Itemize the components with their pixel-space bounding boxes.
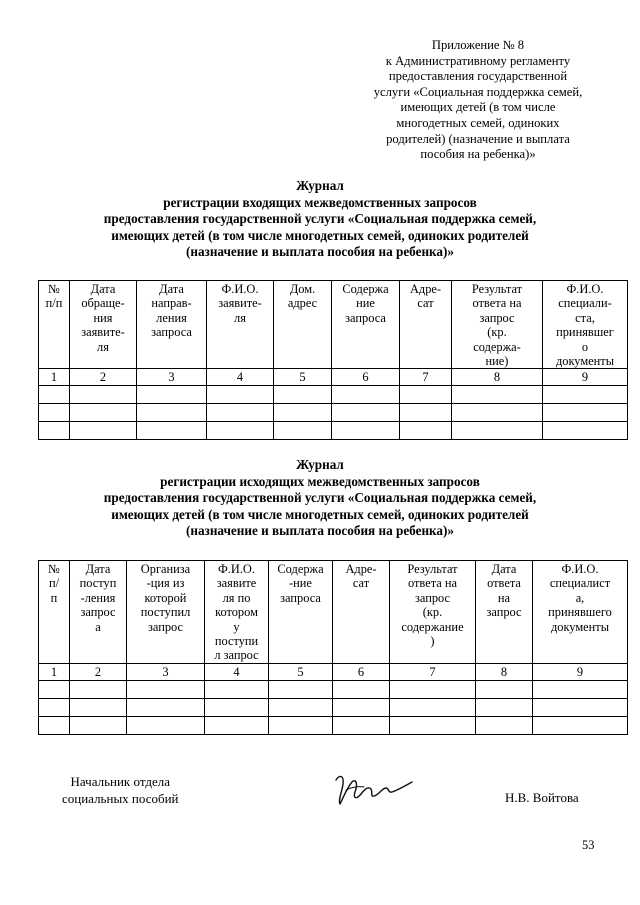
column-number: 2 — [70, 369, 137, 386]
annex-line: родителей) (назначение и выплата — [386, 131, 570, 146]
header-line: сат — [417, 296, 434, 311]
header-line: (кр. — [487, 325, 507, 340]
column-number: 5 — [274, 369, 332, 386]
header-line: Содержа — [277, 562, 324, 576]
header-line: Дом. — [289, 282, 316, 296]
header-row — [39, 281, 628, 369]
header-cell — [333, 561, 390, 664]
column-number: 7 — [400, 369, 452, 386]
header-line: поступил — [140, 605, 191, 620]
table-row — [39, 386, 628, 404]
column-number: 9 — [543, 369, 628, 386]
header-line: -ления — [80, 590, 116, 605]
header-line: -ция из — [146, 576, 185, 591]
title-line: (назначение и выплата пособия на ребенка)» — [185, 244, 455, 260]
header-line: поступ — [79, 576, 117, 591]
table-row — [39, 422, 628, 440]
header-line: специалист — [549, 576, 611, 591]
journal-incoming-title — [0, 178, 640, 261]
header-line: о — [581, 339, 589, 354]
header-line: п/п — [45, 296, 63, 311]
header-line: п/ — [48, 576, 60, 591]
header-cell — [332, 281, 400, 369]
header-line: ля — [234, 310, 246, 325]
header-line: обраще- — [81, 296, 125, 311]
signatory-position — [62, 773, 179, 807]
header-row — [39, 561, 628, 664]
header-line: Ф.И.О. — [561, 562, 599, 576]
annex-line: имеющих детей (в том числе — [400, 100, 556, 115]
header-cell — [137, 281, 207, 369]
header-line: ля по — [222, 590, 251, 605]
header-cell — [205, 561, 269, 664]
column-number: 5 — [269, 663, 333, 680]
header-line: запрос — [479, 310, 515, 325]
header-line: -ние — [289, 576, 312, 591]
header-cell — [39, 561, 70, 664]
annex-line: пособия на ребенка)» — [420, 147, 536, 162]
header-line: содержание — [401, 619, 464, 634]
page-number: 53 — [582, 838, 595, 852]
header-line: п — [50, 590, 58, 605]
header-line: заявите- — [81, 325, 125, 340]
column-number: 3 — [127, 663, 205, 680]
header-cell — [70, 561, 127, 664]
title-line: предоставления государственной услуги «Социальная поддержка семей, — [103, 490, 537, 506]
header-line: запрос — [147, 619, 184, 634]
header-cell — [390, 561, 476, 664]
title-line: Журнал — [296, 178, 344, 193]
column-number: 8 — [476, 663, 533, 680]
header-line: принявшего — [548, 605, 612, 620]
header-cell — [452, 281, 543, 369]
column-number: 3 — [137, 369, 207, 386]
title-line: регистрации входящих межведомственных запросов — [163, 194, 477, 210]
header-line: Адре- — [345, 562, 377, 576]
header-cell — [274, 281, 332, 369]
header-line: Содержа — [342, 282, 389, 296]
position-line: социальных пособий — [62, 791, 179, 806]
header-line: ля — [97, 339, 109, 354]
header-line: заявите- — [218, 296, 262, 311]
title-line: имеющих детей (в том числе многодетных семей, одиноких родителей — [111, 506, 529, 522]
header-line: ния — [93, 310, 113, 325]
header-line: Дата — [491, 562, 517, 576]
header-line: Адре- — [409, 282, 442, 296]
header-line: Ф.И.О. — [218, 562, 255, 576]
header-cell — [400, 281, 452, 369]
table-row — [39, 716, 628, 734]
header-cell — [476, 561, 533, 664]
header-line: документы — [555, 354, 615, 369]
header-line: поступи — [214, 634, 259, 649]
header-line: запроса — [151, 325, 192, 340]
header-line: Результат — [471, 282, 523, 296]
handwritten-signature — [330, 770, 416, 808]
header-cell — [269, 561, 333, 664]
header-line: Дата — [85, 562, 111, 576]
annex-line: многодетных семей, одиноких — [396, 115, 560, 130]
header-line: Результат — [407, 562, 458, 576]
column-number: 4 — [207, 369, 274, 386]
column-number: 6 — [333, 663, 390, 680]
header-line: запроса — [280, 590, 321, 605]
header-cell — [207, 281, 274, 369]
header-line: у — [233, 619, 240, 634]
column-number: 9 — [533, 663, 628, 680]
journal-incoming-table — [38, 280, 628, 440]
header-line: на — [497, 590, 511, 605]
header-line: которой — [144, 590, 187, 605]
header-line: ста, — [575, 310, 595, 325]
column-number-row — [39, 369, 628, 386]
column-number: 8 — [452, 369, 543, 386]
annex-line: предоставления государственной — [388, 69, 568, 84]
table-row — [39, 698, 628, 716]
header-line: специали- — [558, 296, 612, 311]
journal-outgoing-table — [38, 560, 628, 735]
annex-line: Приложение № 8 — [431, 38, 525, 52]
signatory-name: Н.В. Войтова — [505, 790, 579, 805]
header-line: запрос — [486, 605, 522, 620]
header-line: адрес — [287, 296, 318, 311]
journal-outgoing-title — [0, 457, 640, 540]
title-line: имеющих детей (в том числе многодетных семей, одиноких родителей — [111, 227, 529, 243]
column-number-row — [39, 663, 628, 680]
header-line: л запрос — [214, 648, 259, 663]
header-line: ления — [156, 310, 187, 325]
annex-header — [338, 38, 618, 163]
title-line: Журнал — [296, 457, 344, 472]
header-cell — [70, 281, 137, 369]
header-line: ние) — [485, 354, 509, 369]
header-line: Организа — [140, 562, 191, 576]
header-line: а — [95, 619, 101, 634]
header-line: Ф.И.О. — [566, 282, 604, 296]
header-line: заявите — [216, 576, 257, 591]
table-row — [39, 680, 628, 698]
header-line: котором — [215, 605, 258, 620]
header-line: Ф.И.О. — [221, 282, 259, 296]
header-line: ) — [430, 634, 435, 649]
header-line: запроса — [345, 310, 386, 325]
annex-line: услуги «Социальная поддержка семей, — [373, 84, 583, 99]
header-line: (кр. — [422, 605, 443, 620]
column-number: 2 — [70, 663, 127, 680]
title-line: (назначение и выплата пособия на ребенка)» — [185, 523, 455, 539]
header-line: ответа на — [472, 296, 522, 311]
column-number: 1 — [39, 369, 70, 386]
header-line: документы — [550, 619, 610, 634]
annex-line: к Административному регламенту — [385, 53, 571, 68]
column-number: 6 — [332, 369, 400, 386]
header-cell — [127, 561, 205, 664]
header-line: содержа- — [473, 339, 521, 354]
header-line: Дата — [90, 282, 116, 296]
header-line: ответа на — [407, 576, 458, 591]
header-line: Дата — [159, 282, 184, 296]
table-row — [39, 404, 628, 422]
header-line: № — [48, 282, 60, 296]
header-cell — [39, 281, 70, 369]
header-line: ние — [356, 296, 375, 311]
header-line: а, — [575, 590, 585, 605]
header-line: запрос — [414, 590, 451, 605]
header-line: принявшег — [556, 325, 614, 340]
title-line: предоставления государственной услуги «Социальная поддержка семей, — [103, 211, 537, 227]
column-number: 7 — [390, 663, 476, 680]
column-number: 4 — [205, 663, 269, 680]
header-cell — [533, 561, 628, 664]
title-line: регистрации исходящих межведомственных запросов — [160, 473, 480, 489]
column-number: 1 — [39, 663, 70, 680]
header-line: сат — [352, 576, 370, 591]
header-line: № — [48, 562, 60, 576]
header-line: ответа — [487, 576, 521, 591]
header-cell — [543, 281, 628, 369]
header-line: запрос — [80, 605, 116, 620]
position-line: Начальник отдела — [70, 774, 170, 789]
header-line: направ- — [151, 296, 192, 311]
